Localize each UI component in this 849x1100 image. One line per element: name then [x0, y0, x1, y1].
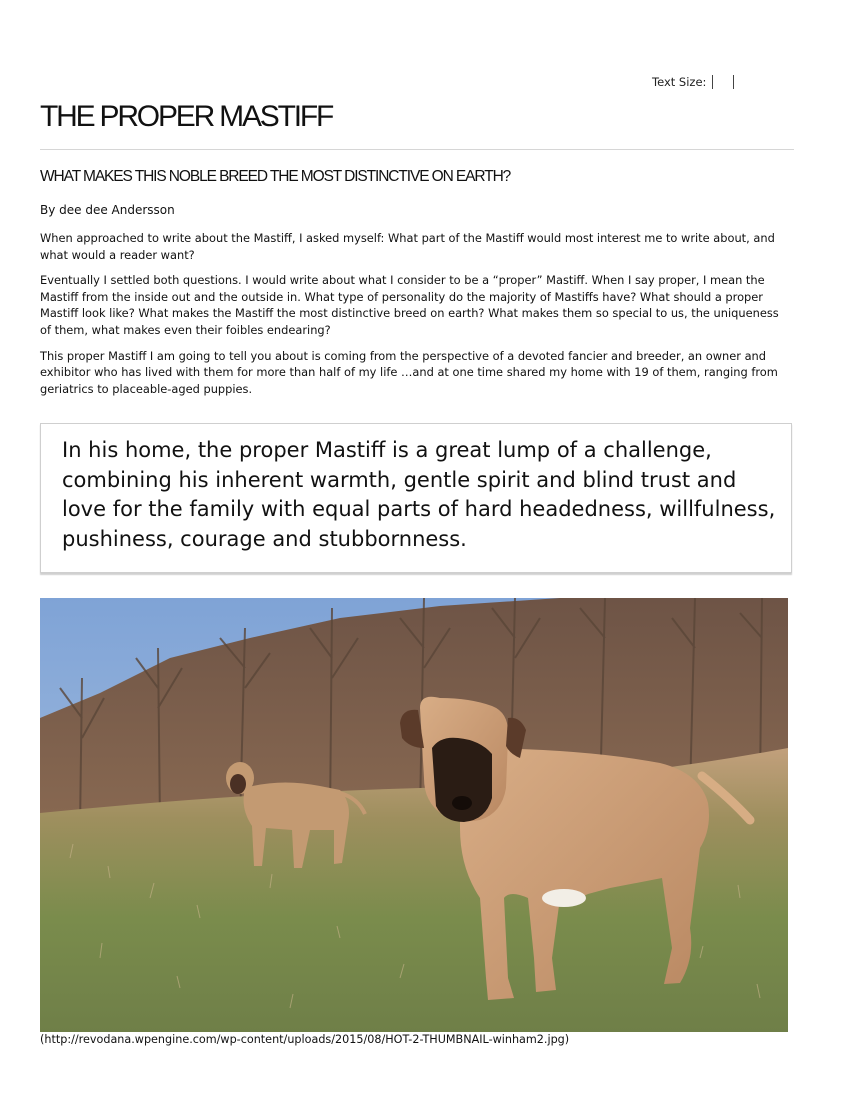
paragraph: This proper Mastiff I am going to tell you about is coming from the perspective of a devoted fancier and breeder, an owner and exhibitor who has lived with them for more than half of my life …and at one time shared my home with 19 of them, ranging from geriatrics to placeable-aged puppies.: [40, 348, 778, 396]
paragraph: When approached to write about the Mastiff, I asked myself: What part of the Mastiff would most interest me to write about, and what would a reader want?: [40, 231, 775, 262]
article-subtitle: WHAT MAKES THIS NOBLE BREED THE MOST DISTINCTIVE ON EARTH?: [40, 168, 511, 185]
text-size-control: [652, 75, 734, 89]
two-mastiffs-in-field-photo: [40, 598, 788, 1032]
pull-quote: [40, 423, 792, 573]
pull-quote-text: In his home, the proper Mastiff is a great lump of a challenge, combining his inherent warmth, gentle spirit and blind trust and love for the family with equal parts of hard headedness, willfulness, pushiness, courage and stubbornness.: [62, 438, 776, 551]
text-size-increase-button[interactable]: [733, 75, 734, 89]
title-divider: [40, 149, 794, 150]
paragraph: Eventually I settled both questions. I would write about what I consider to be a “proper” Mastiff. When I say proper, I mean the Mastiff from the inside out and the outside in. What type of personality do the majority of Mastiffs have? What should a proper Mastiff look like? What makes the Mastiff the most distinctive breed on earth? What makes them so special to us, the uniqueness of them, what makes even their foibles endearing?: [40, 273, 779, 337]
text-size-decrease-button[interactable]: [712, 75, 713, 89]
byline: By dee dee Andersson: [40, 203, 175, 217]
text-size-label: Text Size:: [652, 75, 707, 89]
article-body: [40, 230, 792, 406]
photo-caption: (http://revodana.wpengine.com/wp-content/uploads/2015/08/HOT-2-THUMBNAIL-winham2.jpg): [40, 1033, 570, 1046]
page-title: THE PROPER MASTIFF: [40, 100, 333, 133]
